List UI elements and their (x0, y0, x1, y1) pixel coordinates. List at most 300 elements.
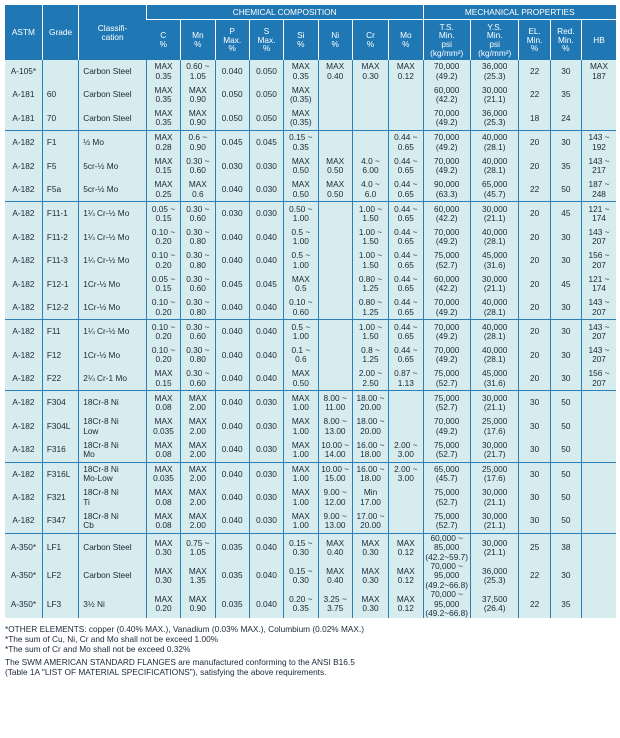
grade-cell: F5a (42, 178, 78, 202)
ys-cell: 30,000 (21.1) (470, 533, 518, 562)
ys-cell: 25,000 (17.6) (470, 415, 518, 438)
ys-cell: 40,000 (28.1) (470, 296, 518, 320)
table-row (5, 296, 616, 320)
hb-cell (582, 438, 616, 462)
grade-cell: F316L (42, 462, 78, 486)
s-cell: 0.030 (249, 391, 283, 415)
ts-cell: 75,000 (52.7) (423, 509, 470, 533)
si-cell: MAX 0.35 (284, 60, 318, 83)
header-c: C % (146, 20, 180, 61)
ts-cell: 60,000 (42.2) (423, 273, 470, 296)
material-spec-table (5, 5, 616, 618)
red-cell: 50 (550, 486, 581, 509)
red-cell: 24 (550, 107, 581, 131)
p-cell: 0.045 (215, 273, 249, 296)
classification-cell: 1Cr-½ Mo (79, 344, 147, 367)
header-classification: Classifi- cation (79, 5, 147, 60)
ys-cell: 40,000 (28.1) (470, 155, 518, 178)
header-cr: Cr % (352, 20, 388, 61)
el-cell: 30 (519, 415, 550, 438)
cr-cell: 1.00 ~ 1.50 (352, 320, 388, 344)
ts-cell: 65,000 (45.7) (423, 462, 470, 486)
ys-cell: 40,000 (28.1) (470, 131, 518, 155)
p-cell: 0.045 (215, 131, 249, 155)
si-cell: 0.5 ~ 1.00 (284, 249, 318, 272)
table-row (5, 533, 616, 562)
ys-cell: 30,000 (21.1) (470, 202, 518, 226)
c-cell: MAX 0.08 (146, 438, 180, 462)
table-row (5, 344, 616, 367)
hb-cell: MAX 187 (582, 60, 616, 83)
ni-cell (318, 320, 352, 344)
ni-cell (318, 296, 352, 320)
cr-cell: 2.00 ~ 2.50 (352, 367, 388, 391)
grade-cell: LF3 (42, 590, 78, 618)
mn-cell: 0.30 ~ 0.60 (181, 367, 215, 391)
si-cell: 0.5 ~ 1.00 (284, 320, 318, 344)
header-p: P Max. % (215, 20, 249, 61)
header-ts: T.S. Min. psi (kg/mm²) (423, 20, 470, 61)
mn-cell: 0.30 ~ 0.60 (181, 273, 215, 296)
ts-cell: 75,000 (52.7) (423, 249, 470, 272)
hb-cell (582, 533, 616, 562)
c-cell: MAX 0.035 (146, 462, 180, 486)
c-cell: MAX 0.35 (146, 83, 180, 106)
astm-cell: A-182 (5, 296, 42, 320)
table-row (5, 83, 616, 106)
si-cell: MAX 0.50 (284, 155, 318, 178)
astm-cell: A-181 (5, 107, 42, 131)
el-cell: 25 (519, 533, 550, 562)
ts-cell: 70,000 (49.2) (423, 131, 470, 155)
grade-cell: 70 (42, 107, 78, 131)
mn-cell: 0.30 ~ 0.60 (181, 155, 215, 178)
c-cell: 0.10 ~ 0.20 (146, 296, 180, 320)
si-cell: 0.50 ~ 1.00 (284, 202, 318, 226)
ys-cell: 40,000 (28.1) (470, 226, 518, 249)
hb-cell (582, 391, 616, 415)
ts-cell: 75,000 (52.7) (423, 367, 470, 391)
si-cell: 0.15 ~ 0.30 (284, 533, 318, 562)
ys-cell: 30,000 (21.1) (470, 391, 518, 415)
cr-cell: 1.00 ~ 1.50 (352, 226, 388, 249)
c-cell: MAX 0.30 (146, 533, 180, 562)
table-row (5, 590, 616, 618)
table-row (5, 273, 616, 296)
c-cell: 0.05 ~ 0.15 (146, 202, 180, 226)
p-cell: 0.050 (215, 107, 249, 131)
s-cell: 0.040 (249, 562, 283, 590)
c-cell: MAX 0.035 (146, 415, 180, 438)
ts-cell: 70,000 (49.2) (423, 415, 470, 438)
el-cell: 22 (519, 83, 550, 106)
p-cell: 0.040 (215, 320, 249, 344)
c-cell: MAX 0.35 (146, 107, 180, 131)
grade-cell: F1 (42, 131, 78, 155)
red-cell: 50 (550, 509, 581, 533)
p-cell: 0.040 (215, 344, 249, 367)
s-cell: 0.030 (249, 486, 283, 509)
red-cell: 30 (550, 226, 581, 249)
hb-cell: 121 ~ 174 (582, 202, 616, 226)
el-cell: 20 (519, 296, 550, 320)
astm-cell: A-105* (5, 60, 42, 83)
p-cell: 0.040 (215, 462, 249, 486)
mo-cell: 0.44 ~ 0.65 (389, 320, 423, 344)
hb-cell: 143 ~ 207 (582, 226, 616, 249)
material-spec-document (5, 5, 616, 677)
hb-cell: 143 ~ 207 (582, 296, 616, 320)
red-cell: 45 (550, 202, 581, 226)
hb-cell (582, 107, 616, 131)
p-cell: 0.035 (215, 590, 249, 618)
el-cell: 20 (519, 131, 550, 155)
classification-cell: 1Cr-½ Mo (79, 273, 147, 296)
ni-cell (318, 367, 352, 391)
astm-cell: A-350* (5, 533, 42, 562)
mo-cell: 2.00 ~ 3.00 (389, 438, 423, 462)
c-cell: MAX 0.25 (146, 178, 180, 202)
astm-cell: A-182 (5, 415, 42, 438)
classification-cell: 3½ Ni (79, 590, 147, 618)
ys-cell: 30,000 (21.7) (470, 438, 518, 462)
el-cell: 22 (519, 60, 550, 83)
s-cell: 0.040 (249, 344, 283, 367)
classification-cell: Carbon Steel (79, 533, 147, 562)
table-row (5, 391, 616, 415)
grade-cell: F11 (42, 320, 78, 344)
classification-cell: 18Cr-8 Ni Low (79, 415, 147, 438)
ys-cell: 30,000 (21.1) (470, 486, 518, 509)
si-cell: MAX 0.5 (284, 273, 318, 296)
header-grade: Grade (42, 5, 78, 60)
grade-cell: F316 (42, 438, 78, 462)
p-cell: 0.040 (215, 178, 249, 202)
p-cell: 0.040 (215, 249, 249, 272)
p-cell: 0.040 (215, 509, 249, 533)
el-cell: 20 (519, 202, 550, 226)
ts-cell: 75,000 (52.7) (423, 438, 470, 462)
red-cell: 30 (550, 367, 581, 391)
footnote-sum-cr-mo: *The sum of Cr and Mo shall not be exceed 0.32% (5, 644, 191, 655)
ni-cell (318, 344, 352, 367)
hb-cell: 121 ~ 174 (582, 273, 616, 296)
si-cell: MAX 1.00 (284, 391, 318, 415)
p-cell: 0.040 (215, 226, 249, 249)
si-cell: 0.15 ~ 0.35 (284, 131, 318, 155)
header-s: S Max. % (249, 20, 283, 61)
astm-cell: A-182 (5, 155, 42, 178)
p-cell: 0.030 (215, 155, 249, 178)
c-cell: MAX 0.20 (146, 590, 180, 618)
mo-cell: MAX 0.12 (389, 562, 423, 590)
mn-cell: 0.60 ~ 1.05 (181, 60, 215, 83)
hb-cell: 143 ~ 207 (582, 344, 616, 367)
cr-cell: 18.00 ~ 20.00 (352, 415, 388, 438)
c-cell: MAX 0.08 (146, 486, 180, 509)
ni-cell (318, 226, 352, 249)
c-cell: MAX 0.15 (146, 155, 180, 178)
header-red: Red. Min. % (550, 20, 581, 61)
classification-cell: 18Cr-8 Ni Ti (79, 486, 147, 509)
cr-cell: 4.0 ~ 6.0 (352, 178, 388, 202)
c-cell: 0.10 ~ 0.20 (146, 226, 180, 249)
si-cell: 0.20 ~ 0.35 (284, 590, 318, 618)
cr-cell (352, 131, 388, 155)
astm-cell: A-182 (5, 509, 42, 533)
mn-cell: MAX 0.90 (181, 83, 215, 106)
s-cell: 0.050 (249, 83, 283, 106)
red-cell: 35 (550, 83, 581, 106)
ts-cell: 60,000 (42.2) (423, 202, 470, 226)
c-cell: MAX 0.08 (146, 509, 180, 533)
table-row (5, 226, 616, 249)
p-cell: 0.040 (215, 438, 249, 462)
ni-cell (318, 273, 352, 296)
p-cell: 0.035 (215, 562, 249, 590)
ni-cell: 10.00 ~ 15.00 (318, 462, 352, 486)
s-cell: 0.045 (249, 131, 283, 155)
header-astm: ASTM (5, 5, 42, 60)
ys-cell: 36,000 (25.3) (470, 60, 518, 83)
red-cell: 50 (550, 462, 581, 486)
ys-cell: 45,000 (31.6) (470, 367, 518, 391)
ts-cell: 90,000 (63.3) (423, 178, 470, 202)
p-cell: 0.040 (215, 415, 249, 438)
header-hb: HB (582, 20, 616, 61)
c-cell: 0.10 ~ 0.20 (146, 344, 180, 367)
si-cell: MAX 1.00 (284, 462, 318, 486)
mo-cell: 0.44 ~ 0.65 (389, 226, 423, 249)
s-cell: 0.050 (249, 107, 283, 131)
classification-cell: 5cr-½ Mo (79, 178, 147, 202)
grade-cell: LF2 (42, 562, 78, 590)
classification-cell: 18Cr-8 Ni Mo-Low (79, 462, 147, 486)
mo-cell (389, 415, 423, 438)
table-row (5, 562, 616, 590)
hb-cell: 156 ~ 207 (582, 367, 616, 391)
cr-cell: 16.00 ~ 18.00 (352, 462, 388, 486)
c-cell: MAX 0.35 (146, 60, 180, 83)
grade-cell: 60 (42, 83, 78, 106)
s-cell: 0.030 (249, 155, 283, 178)
s-cell: 0.040 (249, 367, 283, 391)
ni-cell: MAX 0.50 (318, 155, 352, 178)
el-cell: 30 (519, 462, 550, 486)
mo-cell: 0.44 ~ 0.65 (389, 344, 423, 367)
ts-cell: 75,000 (52.7) (423, 486, 470, 509)
p-cell: 0.040 (215, 486, 249, 509)
grade-cell: F12-1 (42, 273, 78, 296)
mo-cell: 0.44 ~ 0.65 (389, 202, 423, 226)
ys-cell: 25,000 (17.6) (470, 462, 518, 486)
astm-cell: A-181 (5, 83, 42, 106)
ys-cell: 36,000 (25.3) (470, 562, 518, 590)
header-mechanical-properties: MECHANICAL PROPERTIES (423, 5, 616, 20)
grade-cell: F22 (42, 367, 78, 391)
classification-cell: 18Cr-8 Ni Cb (79, 509, 147, 533)
mo-cell: 0.44 ~ 0.65 (389, 178, 423, 202)
el-cell: 20 (519, 155, 550, 178)
cr-cell: 0.80 ~ 1.25 (352, 296, 388, 320)
si-cell: 0.1 ~ 0.6 (284, 344, 318, 367)
red-cell: 50 (550, 391, 581, 415)
cr-cell: MAX 0.30 (352, 590, 388, 618)
ts-cell: 75,000 (52.7) (423, 391, 470, 415)
table-row (5, 486, 616, 509)
table-row (5, 438, 616, 462)
mo-cell: 0.87 ~ 1.13 (389, 367, 423, 391)
ni-cell: MAX 0.50 (318, 178, 352, 202)
table-row (5, 320, 616, 344)
cr-cell (352, 83, 388, 106)
cr-cell: 4.0 ~ 6.00 (352, 155, 388, 178)
cr-cell: MAX 0.30 (352, 562, 388, 590)
red-cell: 50 (550, 438, 581, 462)
ni-cell: MAX 0.40 (318, 533, 352, 562)
table-row (5, 178, 616, 202)
el-cell: 18 (519, 107, 550, 131)
ys-cell: 37,500 (26.4) (470, 590, 518, 618)
classification-cell: Carbon Steel (79, 107, 147, 131)
hb-cell (582, 486, 616, 509)
red-cell: 35 (550, 590, 581, 618)
mn-cell: MAX 2.00 (181, 509, 215, 533)
classification-cell: Carbon Steel (79, 562, 147, 590)
astm-cell: A-182 (5, 391, 42, 415)
p-cell: 0.040 (215, 391, 249, 415)
astm-cell: A-182 (5, 462, 42, 486)
mn-cell: 0.75 ~ 1.05 (181, 533, 215, 562)
ys-cell: 36,000 (25.3) (470, 107, 518, 131)
ni-cell: 9.00 ~ 13.00 (318, 509, 352, 533)
mo-cell: 0.44 ~ 0.65 (389, 249, 423, 272)
s-cell: 0.040 (249, 320, 283, 344)
mo-cell (389, 486, 423, 509)
ni-cell: 8.00 ~ 13.00 (318, 415, 352, 438)
hb-cell: 143 ~ 192 (582, 131, 616, 155)
astm-cell: A-350* (5, 590, 42, 618)
astm-cell: A-182 (5, 438, 42, 462)
hb-cell: 143 ~ 207 (582, 320, 616, 344)
table-row (5, 249, 616, 272)
conformance-statement: The SWM AMERICAN STANDARD FLANGES are manufactured conforming to the ANSI B16.5 (5, 657, 355, 668)
ts-cell: 60,000 (42.2) (423, 83, 470, 106)
cr-cell: MAX 0.30 (352, 533, 388, 562)
mo-cell (389, 509, 423, 533)
ys-cell: 30,000 (21.1) (470, 273, 518, 296)
classification-cell: 1¼ Cr-½ Mo (79, 226, 147, 249)
el-cell: 22 (519, 590, 550, 618)
s-cell: 0.040 (249, 296, 283, 320)
mo-cell: 2.00 ~ 3.00 (389, 462, 423, 486)
red-cell: 30 (550, 249, 581, 272)
s-cell: 0.030 (249, 509, 283, 533)
el-cell: 22 (519, 178, 550, 202)
red-cell: 30 (550, 320, 581, 344)
grade-cell (42, 60, 78, 83)
p-cell: 0.030 (215, 202, 249, 226)
ts-cell: 70,000 (49.2) (423, 226, 470, 249)
si-cell: MAX 0.50 (284, 367, 318, 391)
cr-cell: 0.8 ~ 1.25 (352, 344, 388, 367)
s-cell: 0.040 (249, 590, 283, 618)
table-row (5, 107, 616, 131)
si-cell: MAX (0.35) (284, 107, 318, 131)
cr-cell: 18.00 ~ 20.00 (352, 391, 388, 415)
el-cell: 20 (519, 367, 550, 391)
el-cell: 20 (519, 344, 550, 367)
ni-cell: 3.25 ~ 3.75 (318, 590, 352, 618)
ni-cell (318, 83, 352, 106)
ys-cell: 65,000 (45.7) (470, 178, 518, 202)
ni-cell: 9.00 ~ 12.00 (318, 486, 352, 509)
ts-cell: 60,000 ~ 85,000 (42.2~59.7) (423, 533, 470, 562)
mn-cell: 0.30 ~ 0.80 (181, 296, 215, 320)
classification-cell: 2¼ Cr-1 Mo (79, 367, 147, 391)
mn-cell: 0.30 ~ 0.60 (181, 202, 215, 226)
table-row (5, 367, 616, 391)
astm-cell: A-182 (5, 226, 42, 249)
classification-cell: Carbon Steel (79, 83, 147, 106)
astm-cell: A-182 (5, 249, 42, 272)
classification-cell: 18Cr-8 Ni (79, 391, 147, 415)
s-cell: 0.040 (249, 249, 283, 272)
mn-cell: 0.30 ~ 0.60 (181, 320, 215, 344)
hb-cell (582, 83, 616, 106)
red-cell: 30 (550, 60, 581, 83)
red-cell: 30 (550, 344, 581, 367)
s-cell: 0.045 (249, 273, 283, 296)
red-cell: 35 (550, 155, 581, 178)
s-cell: 0.030 (249, 462, 283, 486)
ts-cell: 70,000 ~ 95,000 (49.2~66.8) (423, 562, 470, 590)
mo-cell (389, 83, 423, 106)
p-cell: 0.050 (215, 83, 249, 106)
el-cell: 20 (519, 273, 550, 296)
el-cell: 20 (519, 320, 550, 344)
red-cell: 30 (550, 562, 581, 590)
ts-cell: 70,000 (49.2) (423, 107, 470, 131)
grade-cell: F11-3 (42, 249, 78, 272)
si-cell: MAX 1.00 (284, 509, 318, 533)
ys-cell: 30,000 (21.1) (470, 509, 518, 533)
c-cell: 0.05 ~ 0.15 (146, 273, 180, 296)
header-ys: Y.S. Min. psi (kg/mm²) (470, 20, 518, 61)
s-cell: 0.040 (249, 226, 283, 249)
cr-cell: 1.00 ~ 1.50 (352, 202, 388, 226)
ts-cell: 70,000 (49.2) (423, 296, 470, 320)
cr-cell: Min 17.00 (352, 486, 388, 509)
grade-cell: F347 (42, 509, 78, 533)
s-cell: 0.030 (249, 202, 283, 226)
classification-cell: 5cr-½ Mo (79, 155, 147, 178)
footnote-sum-cu-ni-cr-mo: *The sum of Cu, Ni, Cr and Mo shall not be exceed 1.00% (5, 634, 219, 645)
el-cell: 30 (519, 391, 550, 415)
grade-cell: F12-2 (42, 296, 78, 320)
red-cell: 50 (550, 415, 581, 438)
red-cell: 50 (550, 178, 581, 202)
header-mn: Mn % (181, 20, 215, 61)
c-cell: MAX 0.08 (146, 391, 180, 415)
astm-cell: A-350* (5, 562, 42, 590)
grade-cell: F5 (42, 155, 78, 178)
classification-cell: Carbon Steel (79, 60, 147, 83)
header-chemical-composition: CHEMICAL COMPOSITION (146, 5, 423, 20)
mn-cell: 0.6 ~ 0.90 (181, 131, 215, 155)
astm-cell: A-182 (5, 320, 42, 344)
s-cell: 0.040 (249, 533, 283, 562)
